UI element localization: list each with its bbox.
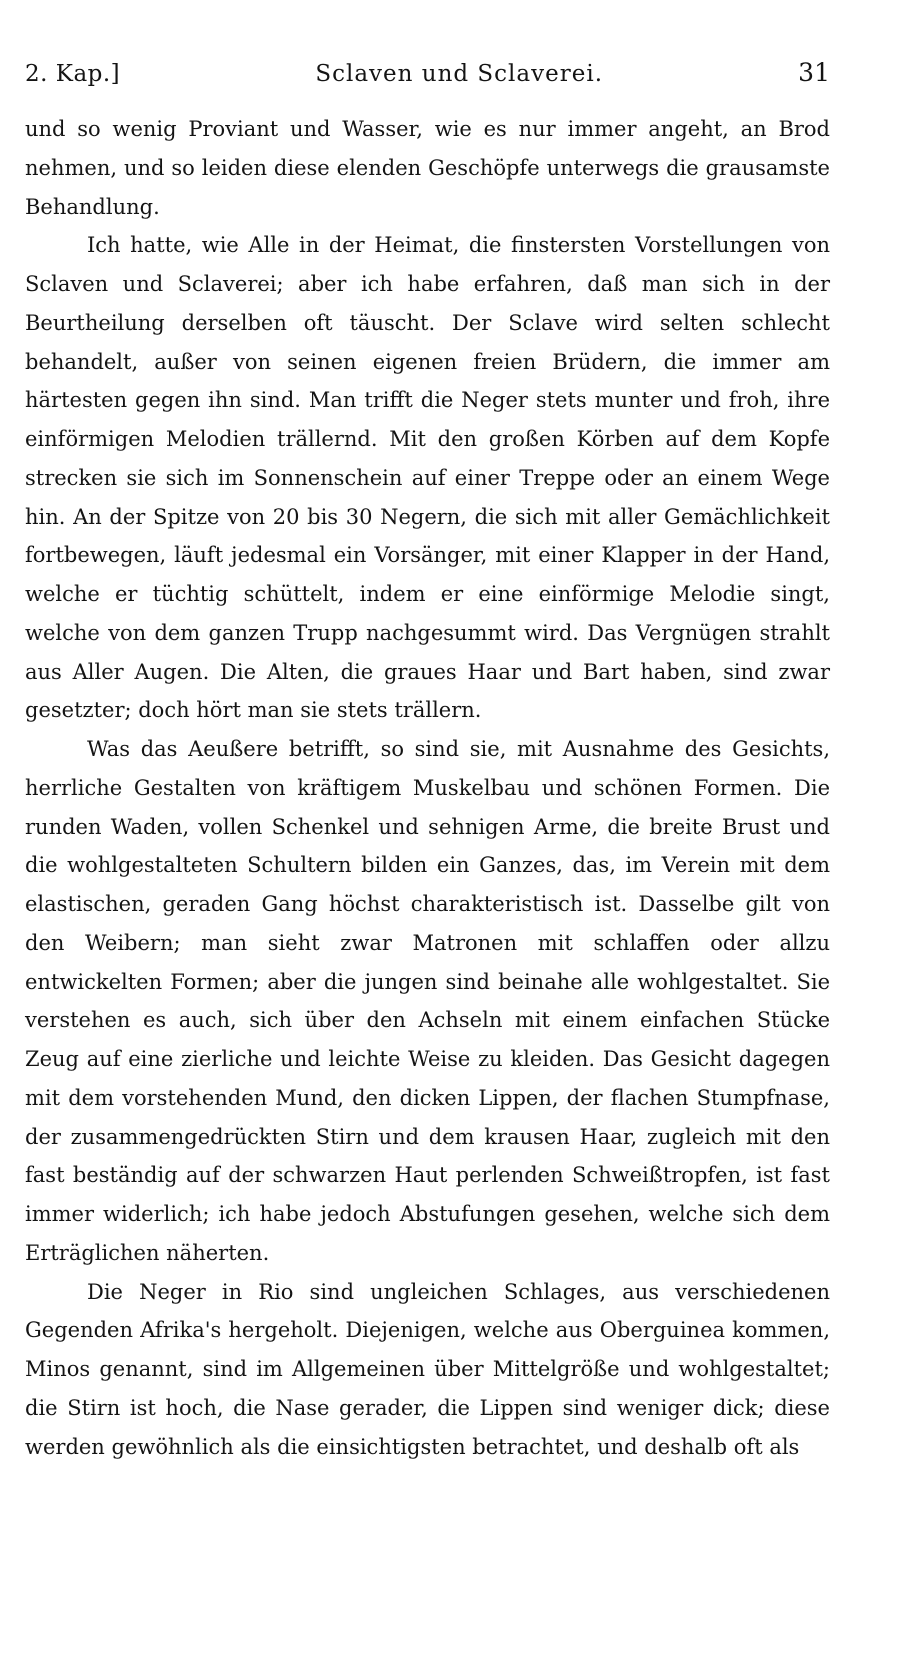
paragraph-2: Ich hatte, wie Alle in der Heimat, die finstersten Vorstellungen von Sclaven und Sclaverei; aber ich habe erfahren, daß man sich in der Beurtheilung derselben oft täuscht. Der Sclave wird selten schlecht behandelt, außer von seinen eigenen freien Brüdern, die immer am härtesten gegen ihn sind. Man trifft die Neger stets munter und froh, ihre einförmigen Melodien trällernd. Mit den großen Körben auf dem Kopfe strecken sie sich im Sonnenschein auf einer Treppe oder an einem Wege hin. An der Spitze von 20 bis 30 Negern, die sich mit aller Gemächlichkeit fortbewegen, läuft jedesmal ein Vorsänger, mit einer Klapper in der Hand, welche er tüchtig schüttelt, indem er eine einförmige Melodie singt, welche von dem ganzen Trupp nachgesummt wird. Das Vergnügen strahlt aus Aller Augen. Die Alten, die graues Haar und Bart haben, sind zwar gesetzter; doch hört man sie stets trällern. <box>25 233 830 723</box>
paragraph-4: Die Neger in Rio sind ungleichen Schlages, aus verschiedenen Gegenden Afrika's hergeholt. Diejenigen, welche aus Oberguinea kommen, Minos genannt, sind im Allgemeinen über Mittelgröße und wohlgestaltet; die Stirn ist hoch, die Nase gerader, die Lippen sind weniger dick; diese werden gewöhnlich als die einsichtigsten betrachtet, und deshalb oft als <box>25 1279 830 1459</box>
page-number: 31 <box>798 58 830 87</box>
book-page <box>25 48 830 1466</box>
chapter-reference: 2. Kap.] <box>25 61 121 87</box>
running-head <box>25 48 830 98</box>
paragraph-1: und so wenig Proviant und Wasser, wie es nur immer angeht, an Brod nehmen, und so leiden diese elenden Geschöpfe unterwegs die grausamste Behandlung. <box>25 117 830 219</box>
body-text <box>25 110 830 1466</box>
running-title: Sclaven und Sclaverei. <box>315 61 604 87</box>
paragraph-3: Was das Aeußere betrifft, so sind sie, mit Ausnahme des Gesichts, herrliche Gestalten von kräftigem Muskelbau und schönen Formen. Die runden Waden, vollen Schenkel und sehnigen Arme, die breite Brust und die wohlgestalteten Schultern bilden ein Ganzes, das, im Verein mit dem elastischen, geraden Gang höchst charakteristisch ist. Dasselbe gilt von den Weibern; man sieht zwar Matronen mit schlaffen oder allzu entwickelten Formen; aber die jungen sind beinahe alle wohlgestaltet. Sie verstehen es auch, sich über den Achseln mit einem einfachen Stücke Zeug auf eine zierliche und leichte Weise zu kleiden. Das Gesicht dagegen mit dem vorstehenden Mund, den dicken Lippen, der flachen Stumpfnase, der zusammengedrückten Stirn und dem krausen Haar, zugleich mit den fast beständig auf der schwarzen Haut perlenden Schweißtropfen, ist fast immer widerlich; ich habe jedoch Abstufungen gesehen, welche sich dem Erträglichen näherten. <box>25 737 830 1265</box>
